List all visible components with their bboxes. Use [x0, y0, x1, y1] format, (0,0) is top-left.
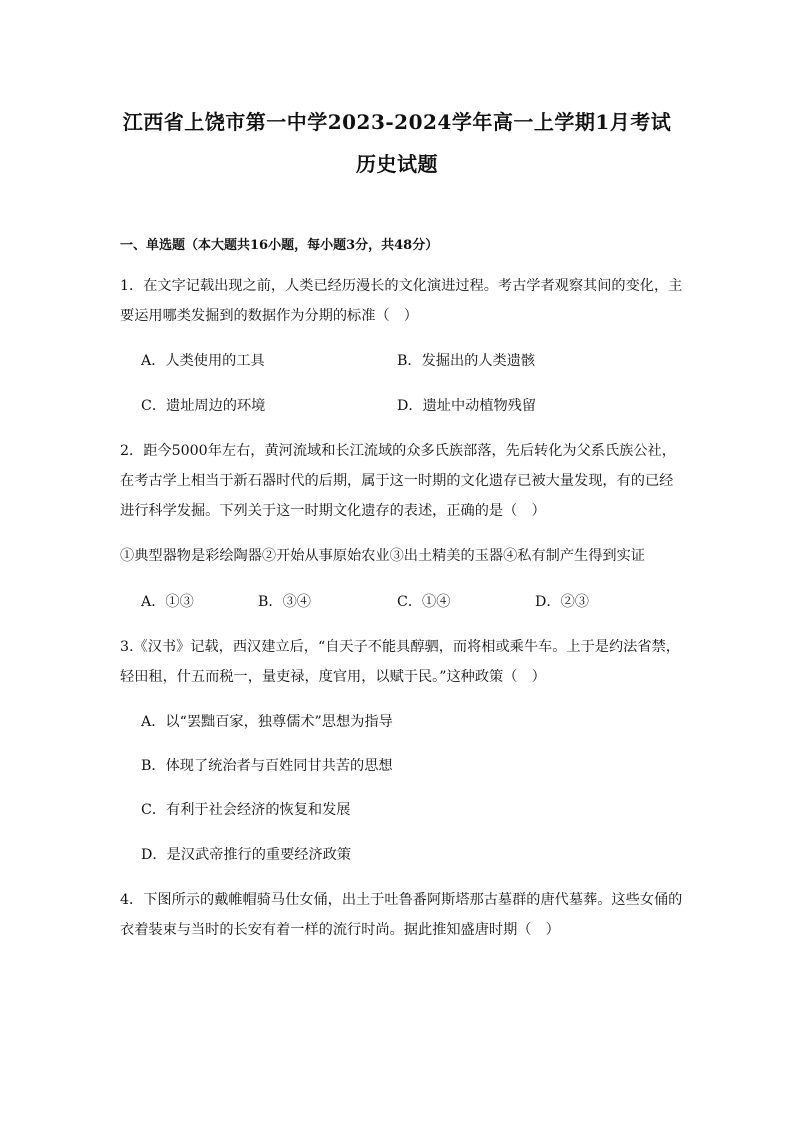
question-4-stem-line-1: 4．下图所示的戴帷帽骑马仕女俑，出土于吐鲁番阿斯塔那古墓群的唐代墓葬。这些女俑的: [120, 892, 683, 908]
question-2-option-b: B．③④: [258, 594, 311, 610]
question-1-stem-line-1: 1．在文字记载出现之前，人类已经历漫长的文化演进过程。考古学者观察其间的变化，主: [120, 278, 683, 294]
question-2-stem-line-1: 2．距今5000年左右，黄河流域和长江流域的众多氏族部落，先后转化为父系氏族公社，: [120, 443, 676, 459]
question-3-option-b: B．体现了统治者与百姓同甘共苦的思想: [141, 758, 393, 774]
question-3-stem-line-1: 3.《汉书》记载，西汉建立后，“自天子不能具醇驷，而将相或乘牛车。上于是约法省禁，: [120, 639, 680, 655]
exam-subject-title: 历史试题: [356, 152, 438, 176]
question-2-option-d: D．②③: [535, 594, 589, 610]
question-2-stem-line-3: 进行科学发掘。下列关于这一时期文化遗存的表述，正确的是（ ）: [120, 503, 546, 519]
question-4-stem-line-2: 衣着装束与当时的长安有着一样的流行时尚。据此推知盛唐时期（ ）: [120, 922, 560, 938]
question-2-stem-line-2: 在考古学上相当于新石器时代的后期，属于这一时期的文化遗存已被大量发现，有的已经: [120, 473, 674, 489]
question-1-option-c: C．遗址周边的环境: [141, 398, 266, 414]
section-heading: 一、单选题（本大题共16小题，每小题3分，共48分）: [120, 238, 439, 253]
question-3-option-d: D．是汉武帝推行的重要经济政策: [141, 847, 352, 863]
question-2-option-c: C．①④: [397, 594, 451, 610]
question-1-option-b: B．发掘出的人类遗骸: [397, 353, 536, 369]
question-3-stem-line-2: 轻田租，什五而税一，量吏禄，度官用，以赋于民。”这种政策（ ）: [120, 669, 546, 685]
question-3-option-c: C．有利于社会经济的恢复和发展: [141, 802, 351, 818]
question-2-option-a: A．①③: [141, 594, 194, 610]
question-1-stem-line-2: 要运用哪类发掘到的数据作为分期的标准（ ）: [120, 308, 418, 324]
question-2-statements: ①典型器物是彩绘陶器②开始从事原始农业③出土精美的玉器④私有制产生得到实证: [120, 548, 645, 564]
question-3-option-a: A．以“罢黜百家，独尊儒术”思想为指导: [141, 714, 393, 730]
exam-title: 江西省上饶市第一中学2023-2024学年高一上学期1月考试: [122, 110, 672, 134]
question-1-option-d: D．遗址中动植物残留: [397, 398, 537, 414]
question-1-option-a: A．人类使用的工具: [141, 353, 265, 369]
